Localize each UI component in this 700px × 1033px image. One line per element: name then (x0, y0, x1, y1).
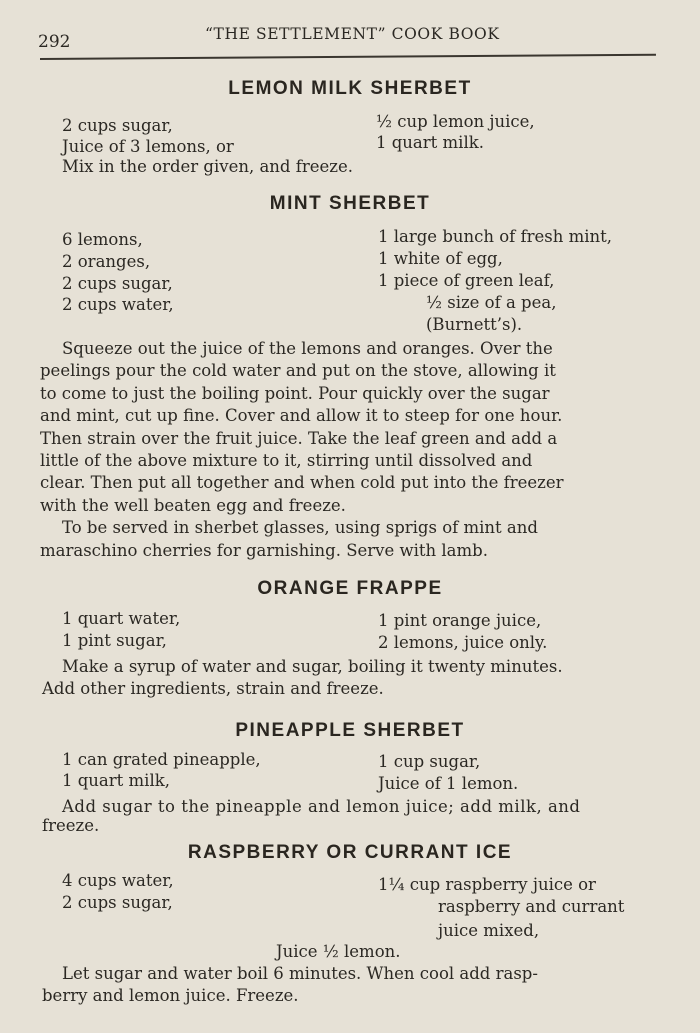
recipe-directions: freeze. (42, 816, 100, 835)
ingredient: (Burnett’s). (426, 315, 523, 334)
ingredient: 1 cup sugar, (378, 752, 481, 771)
ingredient: Juice ½ lemon. (276, 942, 401, 961)
ingredient: 6 lemons, (62, 230, 143, 249)
running-title: “THE SETTLEMENT” COOK BOOK (205, 25, 500, 43)
ingredient: 2 cups sugar, (62, 893, 173, 912)
ingredient: 2 cups water, (62, 295, 174, 314)
ingredient: 2 oranges, (62, 252, 151, 271)
direction-line: clear. Then put all together and when cold put into the freezer (40, 473, 564, 493)
ingredient: Juice of 3 lemons, or (62, 137, 234, 156)
ingredient: 2 lemons, juice only. (378, 633, 548, 652)
ingredient: 1 white of egg, (378, 249, 503, 268)
direction-line: and mint, cut up fine. Cover and allow it to steep for one hour. (40, 406, 563, 426)
page-number: 292 (38, 32, 71, 52)
direction-line: Then strain over the fruit juice. Take the leaf green and add a (40, 428, 558, 448)
ingredient: 1 quart milk, (62, 771, 170, 790)
ingredient: ½ cup lemon juice, (376, 112, 535, 131)
direction-line: maraschino cherries for garnishing. Serve with lamb. (40, 540, 488, 560)
recipe-directions: Add other ingredients, strain and freeze. (42, 679, 384, 698)
ingredient: 1 quart milk. (376, 133, 484, 152)
recipe-title: ORANGE FRAPPE (257, 578, 443, 599)
recipe-directions: berry and lemon juice. Freeze. (42, 986, 299, 1005)
direction-line: little of the above mixture to it, stirring until dissolved and (40, 451, 533, 471)
ingredient: 1 quart water, (62, 609, 181, 628)
ingredient: Juice of 1 lemon. (378, 774, 519, 793)
ingredient: 2 cups sugar, (62, 274, 173, 293)
header-rule (40, 54, 656, 60)
ingredient: 1 piece of green leaf, (378, 271, 555, 290)
recipe-title: LEMON MILK SHERBET (228, 78, 472, 99)
ingredient: raspberry and currant (438, 897, 625, 916)
ingredient: 1 pint sugar, (62, 631, 167, 650)
direction-line: with the well beaten egg and freeze. (40, 495, 346, 515)
recipe-directions (40, 338, 658, 562)
ingredient: juice mixed, (438, 921, 540, 940)
ingredient: 1 pint orange juice, (378, 611, 542, 630)
recipe-directions: Let sugar and water boil 6 minutes. When cool add rasp- (62, 964, 538, 983)
recipe-directions: Make a syrup of water and sugar, boiling it twenty minutes. (62, 657, 563, 676)
direction-line: to come to just the boiling point. Pour quickly over the sugar (40, 383, 550, 403)
recipe-title: PINEAPPLE SHERBET (235, 720, 465, 741)
ingredient: 4 cups water, (62, 871, 174, 890)
direction-line: peelings pour the cold water and put on the stove, allowing it (40, 361, 556, 381)
recipe-title: MINT SHERBET (269, 193, 431, 214)
ingredient: 1 large bunch of fresh mint, (378, 227, 613, 246)
direction-line: Squeeze out the juice of the lemons and oranges. Over the (62, 339, 553, 358)
ingredient: 1 can grated pineapple, (62, 750, 261, 769)
direction-line: To be served in sherbet glasses, using sprigs of mint and (62, 518, 538, 538)
ingredient: ½ size of a pea, (426, 293, 557, 312)
recipe-directions: Mix in the order given, and freeze. (62, 157, 353, 176)
recipe-title: RASPBERRY OR CURRANT ICE (187, 842, 513, 863)
ingredient: 1¼ cup raspberry juice or (378, 875, 596, 894)
ingredient: 2 cups sugar, (62, 116, 173, 135)
recipe-directions: Add sugar to the pineapple and lemon juice; add milk, and (62, 797, 581, 816)
